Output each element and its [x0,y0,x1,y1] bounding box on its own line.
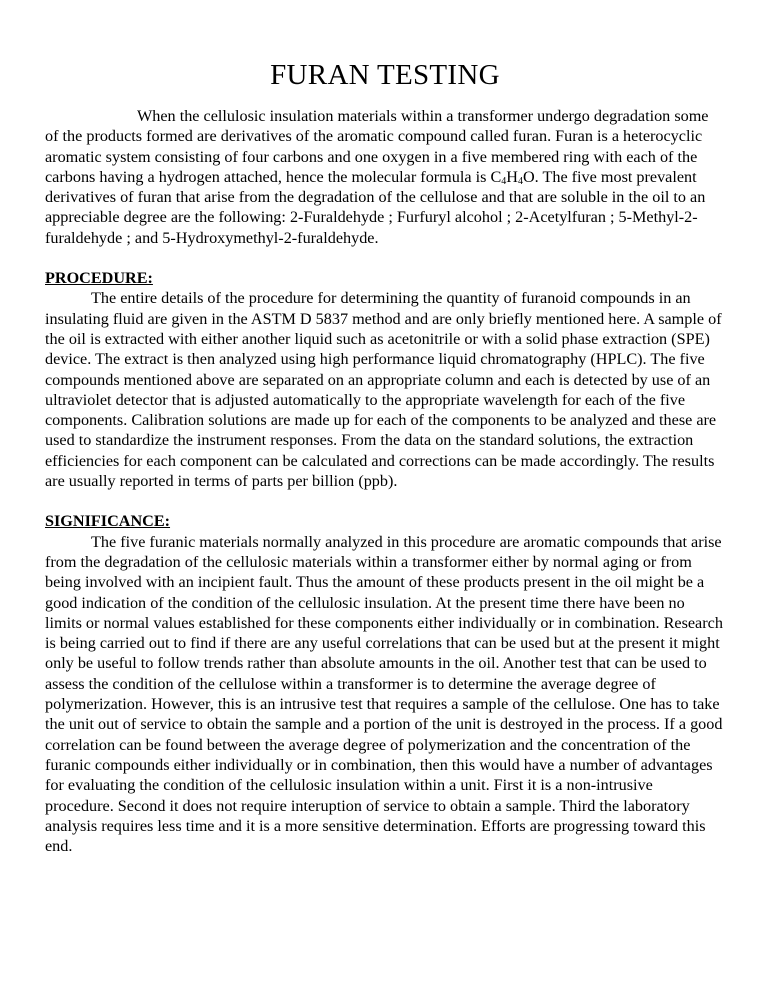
procedure-paragraph: The entire details of the procedure for determining the quantity of furanoid compounds in an insulating fluid are given in the ASTM D 5837 method and are only briefly mentioned here. A sample of the oil is extracted with either another liquid such as acetonitrile or with a solid phase extraction (SPE) device. The extract is then analyzed using high performance liquid chromatography (HPLC). The five compounds mentioned above are separated on an appropriate column and each is detected by use of an ultraviolet detector that is adjusted automatically to the appropriate wavelength for each of the five components. Calibration solutions are made up for each of the components to be analyzed and these are used to standardize the instrument responses. From the data on the standard solutions, the extraction efficiencies for each component can be calculated and corrections can be made accordingly. The results are usually reported in terms of parts per billion (ppb). [45,289,722,491]
significance-paragraph: The five furanic materials normally analyzed in this procedure are aromatic compounds that arise from the degradation of the cellulosic materials within a transformer either by normal aging or from being involved with an incipient fault. Thus the amount of these products present in the oil might be a good indication of the condition of the cellulosic insulation. At the present time there have been no limits or normal values established for these components either individually or in combination. Research is being carried out to find if there are any useful correlations that can be used but at the present it might only be useful to follow trends rather than absolute amounts in the oil. Another test that can be used to assess the condition of the cellulose within a transformer is to determine the average degree of polymerization. However, this is an intrusive test that requires a sample of the cellulose. One has to take the unit out of service to obtain the sample and a portion of the unit is destroyed in the process. If a good correlation can be found between the average degree of polymerization and the concentration of the furanic compounds either individually or in combination, then this would have a number of advantages for evaluating the condition of the cellulosic insulation within a unit. First it is a non-intrusive procedure. Second it does not require interuption of service to obtain a sample. Third the laboratory analysis requires less time and it is a more sensitive determination. Efforts are progressing toward this end. [45,532,723,856]
procedure-section [45,268,725,491]
intro-text-end: . The five most prevalent derivatives of furan that arise from the degradation of the cellulose and that are soluble in the oil to an appreciable degree are the following: 2-Furaldehyde ; Furfuryl alcohol ; 2-Acetylfuran ; 5-Methyl-2-furaldehyde ; and 5-Hydroxymethyl-2-furaldehyde. [45,167,706,247]
significance-section [45,511,725,856]
intro-paragraph [45,106,725,248]
procedure-heading: PROCEDURE: [45,269,153,288]
molecular-formula: $C_4H_4O$ [490,167,535,187]
significance-heading: SIGNIFICANCE: [45,512,171,531]
document-title: FURAN TESTING [270,59,500,91]
intro-text-start: When the cellulosic insulation materials within a transformer undergo degradation some of the products formed are derivatives of the aromatic compound called furan. Furan is a heterocyclic aromatic system consisting of four carbons and one oxygen in a five membered ring with each of the carbons having a hydrogen attached, hence the molecular formula is [45,107,709,186]
document-page [45,58,725,856]
